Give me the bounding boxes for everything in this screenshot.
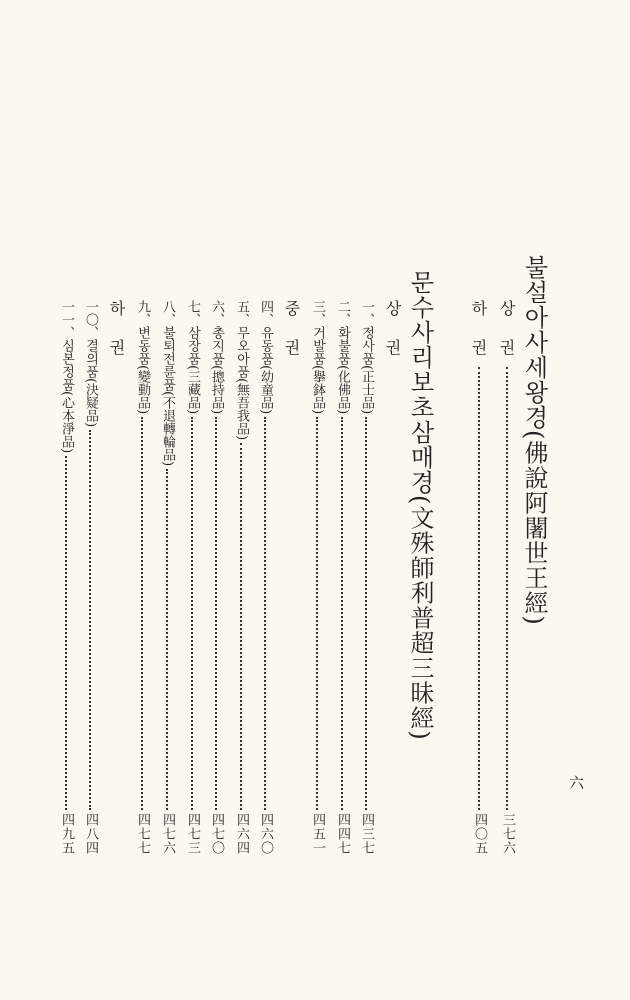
- leader-dots: [89, 430, 91, 810]
- toc-entry: [235, 300, 248, 855]
- page-number: 四七三: [185, 813, 200, 855]
- toc-entry: [336, 300, 349, 855]
- volume-heading: 중 권: [282, 300, 301, 365]
- chapter-label: 一、정사품(正士品): [359, 300, 374, 415]
- leader-dots: [141, 417, 143, 810]
- leader-dots: [215, 417, 217, 810]
- leader-dots: [166, 469, 168, 810]
- leader-dots: [341, 417, 343, 810]
- leader-dots: [240, 443, 242, 810]
- toc-entry: [311, 300, 324, 855]
- volume-heading: 상 권: [383, 300, 402, 365]
- toc-entry: [161, 300, 174, 855]
- page-number: 四八四: [83, 813, 98, 855]
- page-number: 四三七: [359, 813, 374, 855]
- toc-entry: [210, 300, 223, 855]
- page-number: 四五一: [310, 813, 325, 855]
- volume-label: 상 권: [497, 300, 516, 365]
- page-number: 四四七: [335, 813, 350, 855]
- page-number: 四七〇: [209, 813, 224, 855]
- sutra-title: 불설아사세왕경(佛說阿闍世王經): [520, 255, 548, 626]
- toc-entry: [186, 300, 199, 855]
- page-number: 四六〇: [258, 813, 273, 855]
- toc-entry: [360, 300, 373, 855]
- page-number: 四七七: [135, 813, 150, 855]
- volume-heading: 하 권: [107, 300, 126, 365]
- chapter-label: 五、무오아품(無吾我品): [234, 300, 249, 441]
- page-number: 四九五: [59, 813, 74, 855]
- chapter-label: 一一、심본정품(心本淨品): [59, 300, 74, 454]
- page-number: 三七六: [500, 813, 515, 855]
- page-number: 四七六: [160, 813, 175, 855]
- chapter-label: 七、삼장품(三藏品): [185, 300, 200, 415]
- leader-dots: [264, 417, 266, 810]
- chapter-label: 一〇、결의품(決疑品): [83, 300, 98, 428]
- sutra-title: 문수사리보초삼매경(文殊師利普超三昧經): [406, 270, 434, 741]
- chapter-label: 九、변동품(變動品): [135, 300, 150, 415]
- leader-dots: [191, 417, 193, 810]
- leader-dots: [316, 417, 318, 810]
- leader-dots: [365, 417, 367, 810]
- chapter-label: 八、불퇴전륜품(不退轉輪品): [160, 300, 175, 467]
- page-number: 四〇五: [472, 813, 487, 855]
- chapter-label: 三、거발품(擧鉢品): [310, 300, 325, 415]
- leader-dots: [475, 367, 480, 810]
- leader-dots: [503, 367, 508, 810]
- toc-entry: [136, 300, 149, 855]
- volume-label: 하 권: [469, 300, 488, 365]
- chapter-label: 四、유동품(幼童品): [258, 300, 273, 415]
- toc-entry: [470, 300, 486, 855]
- chapter-label: 二、화불품(化佛品): [335, 300, 350, 415]
- page-number: 四六四: [234, 813, 249, 855]
- toc-entry: [498, 300, 514, 855]
- page-folio: 六: [567, 775, 585, 790]
- toc-entry: [259, 300, 272, 855]
- toc-entry: [60, 300, 73, 855]
- leader-dots: [65, 456, 67, 810]
- chapter-label: 六、총지품(摠持品): [209, 300, 224, 415]
- toc-entry: [84, 300, 97, 855]
